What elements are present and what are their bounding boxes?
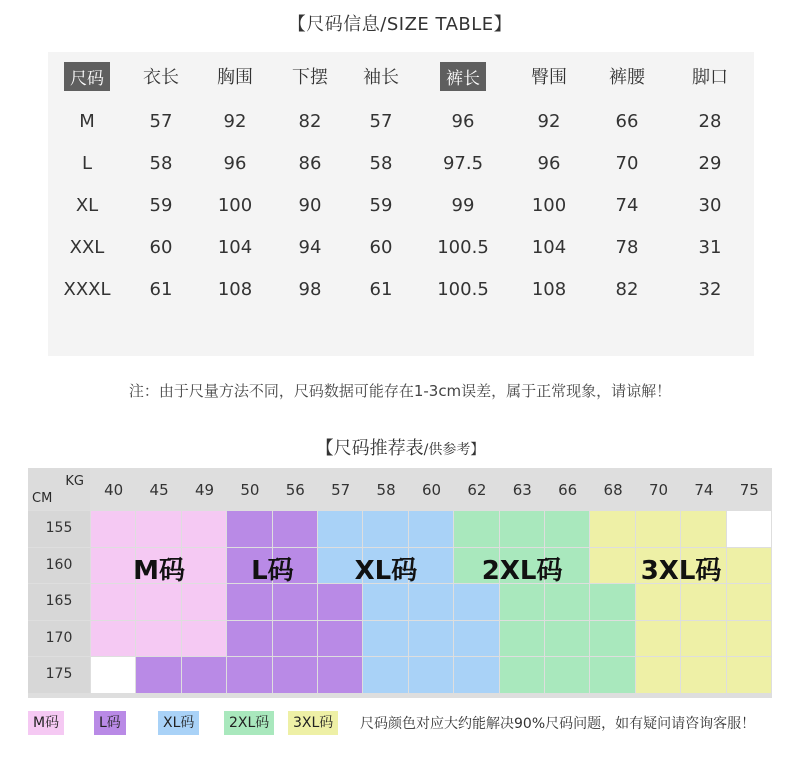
height-header: 160: [28, 548, 90, 584]
grid-cell-none: [91, 657, 135, 693]
size-table-row: [48, 226, 754, 268]
color-legend: [28, 711, 788, 739]
weight-header: 58: [376, 481, 396, 499]
size-table-title: 【尺码信息/SIZE TABLE】: [287, 14, 513, 35]
grid-cell-l: [136, 657, 180, 693]
zone-label-l: L码: [251, 555, 294, 586]
grid-cell-3xl: [681, 511, 725, 547]
weight-header: 40: [104, 481, 124, 499]
grid-cell-2xl: [500, 584, 544, 620]
pants-length-tag: 裤长: [440, 62, 486, 91]
grid-cell-3xl: [727, 621, 771, 657]
size-table-cell: 74: [615, 194, 639, 216]
weight-header: 63: [512, 481, 532, 499]
legend-item-m: M码: [28, 711, 64, 735]
size-table-cell: 96: [451, 110, 475, 132]
grid-cell-3xl: [727, 657, 771, 693]
grid-cell-xl: [454, 621, 498, 657]
grid-cell-m: [91, 548, 135, 584]
weight-header: 50: [240, 481, 260, 499]
size-table-cell: 66: [615, 110, 639, 132]
size-header-cell: 衣长: [143, 67, 179, 88]
grid-cell-l: [273, 657, 317, 693]
size-table-cell: 58: [369, 152, 393, 174]
grid-cell-xl: [454, 657, 498, 693]
size-table-cell: 30: [698, 194, 722, 216]
grid-cell-3xl: [636, 657, 680, 693]
grid-cell-2xl: [454, 511, 498, 547]
size-table-cell: 104: [531, 236, 567, 258]
grid-cell-xl: [409, 657, 453, 693]
size-table-cell: 100.5: [437, 236, 489, 258]
size-table-cell: 32: [698, 278, 722, 300]
recommend-title-main: 【尺码推荐表: [315, 438, 424, 459]
size-table-cell: XXXL: [63, 278, 111, 300]
grid-cell-3xl: [681, 621, 725, 657]
size-table-cell: 58: [149, 152, 173, 174]
weight-header: 66: [558, 481, 578, 499]
grid-cell-m: [91, 584, 135, 620]
grid-cell-m: [136, 584, 180, 620]
legend-item-xl: XL码: [158, 711, 199, 735]
weight-header: 45: [149, 481, 169, 499]
grid-cell-2xl: [590, 621, 634, 657]
grid-cell-2xl: [545, 657, 589, 693]
legend-note: 尺码颜色对应大约能解决90%尺码问题，如有疑问请咨询客服！: [360, 716, 756, 732]
grid-cell-2xl: [545, 584, 589, 620]
height-header: 170: [28, 621, 90, 657]
grid-cell-m: [136, 511, 180, 547]
size-table-cell: 59: [149, 194, 173, 216]
grid-cell-2xl: [500, 621, 544, 657]
size-header-cell: 裤腰: [609, 67, 645, 88]
size-table-header-row: [48, 52, 754, 100]
size-table-cell: 96: [223, 152, 247, 174]
size-header-cell: 脚口: [692, 67, 728, 88]
grid-cell-xl: [363, 584, 407, 620]
size-table-cell: 78: [615, 236, 639, 258]
size-header-cell: 下摆: [292, 67, 328, 88]
height-header: 175: [28, 657, 90, 693]
size-table-cell: 57: [149, 110, 173, 132]
grid-cell-l: [273, 621, 317, 657]
size-table-cell: 82: [298, 110, 322, 132]
size-tag: 尺码: [64, 62, 110, 91]
weight-header: 62: [467, 481, 487, 499]
size-table-cell: 57: [369, 110, 393, 132]
size-table-cell: XXL: [69, 236, 105, 258]
grid-cell-2xl: [590, 657, 634, 693]
size-table-cell: 82: [615, 278, 639, 300]
grid-cell-xl: [363, 657, 407, 693]
grid-cell-l: [227, 621, 271, 657]
legend-item-3xl: 3XL码: [288, 711, 338, 735]
weight-header: 60: [421, 481, 442, 499]
size-table-panel: [48, 52, 754, 356]
recommend-title: [0, 434, 800, 460]
size-table-cell: 98: [298, 278, 322, 300]
size-table-cell: 99: [451, 194, 475, 216]
grid-cell-xl: [454, 584, 498, 620]
size-table-cell: 61: [369, 278, 393, 300]
grid-cell-none: [727, 511, 771, 547]
grid-cell-l: [227, 511, 271, 547]
size-table-cell: 28: [698, 110, 722, 132]
size-table-cell: 104: [217, 236, 253, 258]
size-table-cell: 94: [298, 236, 322, 258]
legend-item-2xl: 2XL码: [224, 711, 274, 735]
measurement-note: 注：由于尺量方法不同，尺码数据可能存在1-3cm误差，属于正常现象，请谅解！: [128, 382, 672, 400]
weight-header: 70: [648, 481, 669, 499]
size-table-cell: 59: [369, 194, 393, 216]
grid-cell-l: [318, 584, 362, 620]
size-table-row: [48, 268, 754, 310]
weight-header: 68: [603, 481, 623, 499]
size-table-cell: 60: [369, 236, 393, 258]
grid-cell-3xl: [681, 584, 725, 620]
zone-label-2xl: 2XL码: [481, 555, 563, 586]
size-table-cell: 97.5: [442, 152, 484, 174]
grid-cell-l: [318, 657, 362, 693]
grid-cell-2xl: [590, 584, 634, 620]
grid-cell-l: [318, 621, 362, 657]
size-table-cell: 92: [223, 110, 247, 132]
grid-cell-3xl: [590, 548, 634, 584]
grid-cell-m: [182, 584, 226, 620]
grid-cell-xl: [318, 511, 362, 547]
grid-cell-3xl: [727, 548, 771, 584]
size-table-cell: 70: [615, 152, 639, 174]
height-header: 165: [28, 584, 90, 620]
grid-cell-2xl: [500, 657, 544, 693]
size-table-cell: 60: [149, 236, 173, 258]
grid-cell-3xl: [636, 621, 680, 657]
size-table-cell: 29: [698, 152, 722, 174]
grid-cell-3xl: [636, 511, 680, 547]
weight-header: 75: [739, 481, 759, 499]
zone-label-m: M码: [133, 555, 185, 586]
size-header-tag: [48, 52, 126, 100]
weight-header: 74: [694, 481, 714, 499]
weight-header: 56: [285, 481, 305, 499]
size-header-cell: 臀围: [531, 67, 567, 88]
height-header: 155: [28, 511, 90, 547]
size-table-cell: L: [81, 152, 93, 174]
weight-header: 57: [331, 481, 351, 499]
grid-cell-m: [136, 621, 180, 657]
kg-label: KG: [65, 474, 84, 489]
grid-cell-3xl: [727, 584, 771, 620]
grid-cell-l: [273, 584, 317, 620]
grid-cell-l: [227, 657, 271, 693]
size-table-cell: XL: [75, 194, 99, 216]
cm-label: CM: [32, 491, 53, 506]
grid-cell-l: [227, 584, 271, 620]
size-table-cell: 31: [698, 236, 722, 258]
size-table: [48, 52, 754, 310]
size-table-cell: 108: [217, 278, 253, 300]
grid-cell-2xl: [545, 621, 589, 657]
grid-cell-l: [273, 511, 317, 547]
grid-cell-3xl: [590, 511, 634, 547]
grid-cell-l: [182, 657, 226, 693]
grid-cell-m: [182, 621, 226, 657]
size-table-cell: 100: [531, 194, 567, 216]
grid-cell-2xl: [500, 511, 544, 547]
size-table-cell: 108: [531, 278, 567, 300]
size-recommend-grid: [28, 468, 772, 698]
grid-cell-xl: [409, 511, 453, 547]
grid-corner: [28, 468, 90, 510]
grid-cell-xl: [409, 584, 453, 620]
size-table-row: [48, 142, 754, 184]
size-table-cell: 90: [298, 194, 322, 216]
recommend-title-sub: /供参考】: [423, 442, 485, 458]
pants-header-tag: [416, 52, 510, 100]
size-table-row: [48, 100, 754, 142]
size-table-cell: 92: [537, 110, 561, 132]
grid-cell-3xl: [681, 657, 725, 693]
grid-cell-3xl: [636, 584, 680, 620]
grid-cell-m: [182, 548, 226, 584]
size-table-row: [48, 184, 754, 226]
size-header-cell: 胸围: [217, 67, 253, 88]
grid-cell-xl: [409, 621, 453, 657]
weight-header: 49: [194, 481, 215, 499]
size-table-cell: 100.5: [437, 278, 489, 300]
size-table-cell: M: [79, 110, 95, 132]
grid-cell-m: [182, 511, 226, 547]
grid-cell-m: [91, 511, 135, 547]
grid-cell-xl: [363, 511, 407, 547]
legend-item-l: L码: [94, 711, 126, 735]
zone-label-3xl: 3XL码: [640, 555, 722, 586]
size-table-cell: 96: [537, 152, 561, 174]
size-table-cell: 61: [149, 278, 173, 300]
grid-cell-2xl: [545, 511, 589, 547]
zone-label-xl: XL码: [354, 555, 418, 586]
grid-cell-m: [91, 621, 135, 657]
grid-cell-xl: [363, 621, 407, 657]
size-header-cell: 袖长: [363, 67, 399, 88]
size-table-cell: 100: [217, 194, 253, 216]
size-table-cell: 86: [298, 152, 322, 174]
